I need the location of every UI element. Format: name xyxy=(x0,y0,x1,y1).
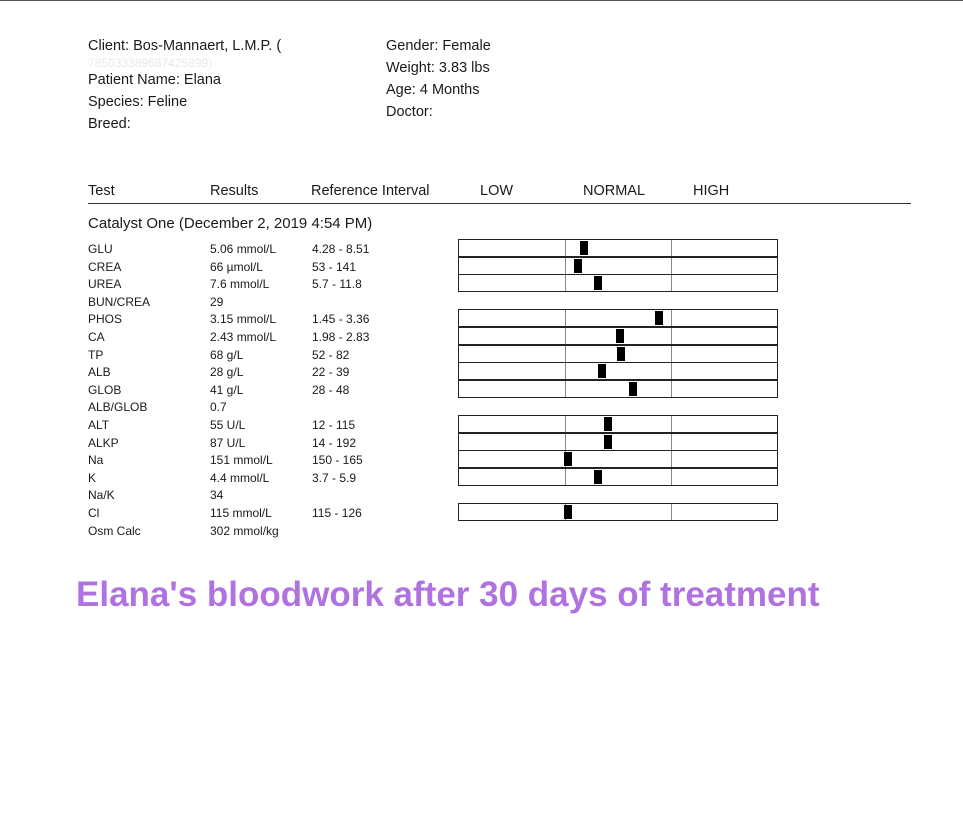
species: Species: Feline xyxy=(88,94,188,110)
test-result: 5.06 mmol/L xyxy=(210,242,277,256)
gauge-divider xyxy=(671,504,672,520)
range-gauge xyxy=(458,468,778,486)
test-name: TP xyxy=(88,347,104,362)
test-result: 0.7 xyxy=(210,400,227,415)
table-row xyxy=(0,362,963,380)
reference-interval: 115 - 126 xyxy=(312,506,362,520)
gauge-marker xyxy=(604,435,612,449)
gauge-divider xyxy=(671,416,672,432)
gauge-marker xyxy=(594,470,602,484)
table-row xyxy=(0,292,963,310)
test-name: BUN/CREA xyxy=(88,294,151,309)
test-name: Osm Calc xyxy=(88,523,141,538)
gauge-divider xyxy=(565,363,566,379)
breed: Breed: xyxy=(88,116,131,132)
reference-interval: 12 - 115 xyxy=(312,418,356,432)
gauge-divider xyxy=(565,381,566,397)
reference-interval: 28 - 48 xyxy=(312,382,350,397)
age: Age: 4 Months xyxy=(386,82,480,98)
gauge-marker xyxy=(564,505,572,519)
test-name: ALKP xyxy=(88,435,119,450)
header-rule xyxy=(88,203,911,204)
test-result: 115 mmol/L xyxy=(210,506,272,520)
range-gauge xyxy=(458,345,778,363)
gauge-divider xyxy=(565,310,566,326)
gauge-marker xyxy=(604,417,612,431)
client-info-block xyxy=(88,35,281,135)
test-name: GLU xyxy=(88,242,113,256)
column-header-normal: NORMAL xyxy=(583,183,646,199)
table-row xyxy=(0,345,963,363)
table-row xyxy=(0,327,963,345)
test-result: 68 g/L xyxy=(210,347,244,362)
test-name: K xyxy=(88,470,97,485)
gauge-divider xyxy=(565,434,566,450)
gauge-divider xyxy=(671,328,672,344)
range-gauge xyxy=(458,274,778,292)
reference-interval: 22 - 39 xyxy=(312,365,350,380)
gauge-divider xyxy=(671,469,672,485)
gauge-marker xyxy=(580,241,588,255)
test-result: 3.15 mmol/L xyxy=(210,312,277,327)
range-gauge xyxy=(458,309,778,327)
test-result: 41 g/L xyxy=(210,382,244,397)
gauge-divider xyxy=(671,451,672,467)
test-name: GLOB xyxy=(88,382,122,397)
weight: Weight: 3.83 lbs xyxy=(386,60,490,76)
test-name: PHOS xyxy=(88,312,123,327)
test-name: CREA xyxy=(88,259,122,274)
reference-interval: 53 - 141 xyxy=(312,259,357,274)
test-result: 34 xyxy=(210,488,224,503)
test-name: ALB xyxy=(88,365,111,380)
client-id-faint: 785033389687425899) xyxy=(88,56,213,70)
gauge-marker xyxy=(594,276,602,290)
reference-interval: 52 - 82 xyxy=(312,347,350,362)
gauge-divider xyxy=(565,240,566,256)
test-name: ALB/GLOB xyxy=(88,400,148,415)
range-gauge xyxy=(458,327,778,345)
gauge-marker xyxy=(574,259,582,273)
test-name: Cl xyxy=(88,506,100,520)
client-name: Client: Bos-Mannaert, L.M.P. ( xyxy=(88,38,282,54)
gauge-divider xyxy=(671,363,672,379)
table-row xyxy=(0,433,963,451)
reference-interval: 150 - 165 xyxy=(312,453,363,468)
gauge-marker xyxy=(616,329,624,343)
test-name: Na/K xyxy=(88,488,115,503)
range-gauge xyxy=(458,450,778,468)
gauge-marker xyxy=(564,452,572,466)
doctor: Doctor: xyxy=(386,104,433,120)
test-result: 2.43 mmol/L xyxy=(210,330,277,344)
test-result: 55 U/L xyxy=(210,418,246,432)
gauge-divider xyxy=(671,240,672,256)
gauge-divider xyxy=(565,258,566,274)
gauge-divider xyxy=(671,275,672,291)
test-result: 302 mmol/kg xyxy=(210,523,279,538)
table-row xyxy=(0,274,963,292)
gauge-divider xyxy=(671,434,672,450)
gauge-divider xyxy=(671,258,672,274)
range-gauge xyxy=(458,415,778,433)
table-row xyxy=(0,397,963,415)
gauge-marker xyxy=(655,311,663,325)
column-header-results: Results xyxy=(210,183,259,199)
table-row xyxy=(0,450,963,468)
reference-interval: 1.45 - 3.36 xyxy=(312,312,370,327)
gauge-divider xyxy=(565,275,566,291)
table-row xyxy=(0,257,963,275)
range-gauge xyxy=(458,239,778,257)
test-result: 7.6 mmol/L xyxy=(210,277,270,292)
test-name: ALT xyxy=(88,418,110,432)
table-row xyxy=(0,503,963,521)
range-gauge xyxy=(458,257,778,275)
reference-interval: 5.7 - 11.8 xyxy=(312,277,362,292)
range-gauge xyxy=(458,380,778,398)
table-row xyxy=(0,521,963,539)
range-gauge xyxy=(458,503,778,521)
column-header-high: HIGH xyxy=(693,183,730,199)
table-row xyxy=(0,239,963,257)
gauge-marker xyxy=(598,364,606,378)
section-title: Catalyst One (December 2, 2019 4:54 PM) xyxy=(88,215,373,232)
reference-interval: 4.28 - 8.51 xyxy=(312,242,370,256)
gauge-divider xyxy=(565,328,566,344)
test-result: 87 U/L xyxy=(210,435,246,450)
gauge-divider xyxy=(671,381,672,397)
top-border-line xyxy=(0,0,963,1)
caption: Elana's bloodwork after 30 days of treatment xyxy=(76,575,820,614)
column-header-reference: Reference Interval xyxy=(311,183,430,199)
gauge-divider xyxy=(671,346,672,362)
table-row xyxy=(0,485,963,503)
test-result: 151 mmol/L xyxy=(210,453,273,468)
test-name: UREA xyxy=(88,277,122,292)
table-row xyxy=(0,380,963,398)
gauge-marker xyxy=(617,347,625,361)
gauge-divider xyxy=(671,310,672,326)
gender: Gender: Female xyxy=(386,38,491,54)
test-result: 28 g/L xyxy=(210,365,244,380)
column-header-test: Test xyxy=(88,183,115,199)
range-gauge xyxy=(458,433,778,451)
test-result: 4.4 mmol/L xyxy=(210,470,270,485)
gauge-marker xyxy=(629,382,637,396)
test-name: CA xyxy=(88,330,105,344)
test-result: 66 µmol/L xyxy=(210,259,263,274)
patient-name: Patient Name: Elana xyxy=(88,72,221,88)
gauge-divider xyxy=(565,346,566,362)
patient-info-block xyxy=(386,35,491,123)
reference-interval: 3.7 - 5.9 xyxy=(312,470,357,485)
table-row xyxy=(0,468,963,486)
gauge-divider xyxy=(565,469,566,485)
reference-interval: 1.98 - 2.83 xyxy=(312,330,370,344)
column-header-low: LOW xyxy=(480,183,514,199)
table-row xyxy=(0,309,963,327)
test-result: 29 xyxy=(210,294,224,309)
range-gauge xyxy=(458,362,778,380)
reference-interval: 14 - 192 xyxy=(312,435,357,450)
test-name: Na xyxy=(88,453,104,468)
table-row xyxy=(0,415,963,433)
gauge-divider xyxy=(565,416,566,432)
